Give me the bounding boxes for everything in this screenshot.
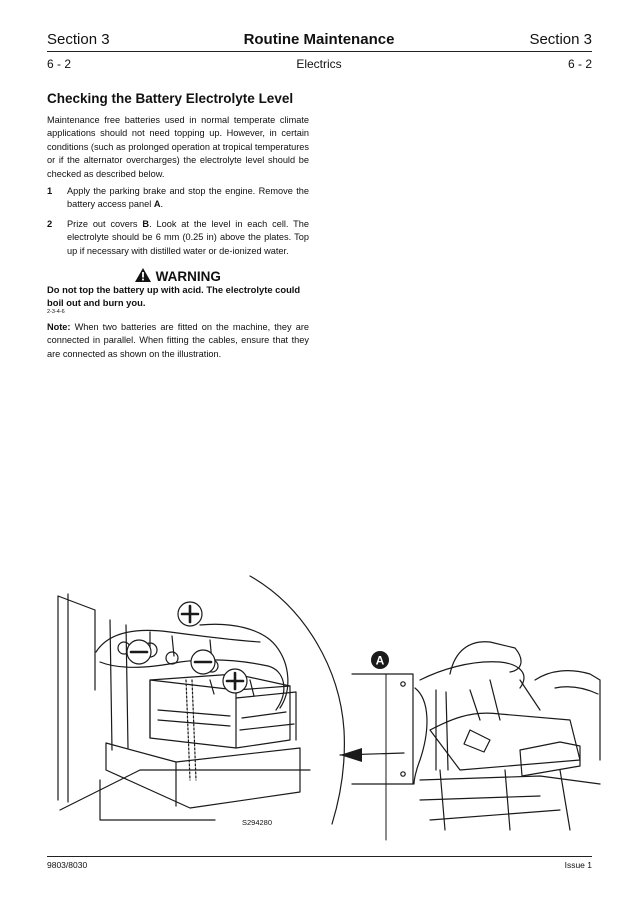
step-1-number: 1 xyxy=(47,185,53,196)
step-1-text xyxy=(67,185,309,212)
warning-title: WARNING xyxy=(155,269,221,284)
note-paragraph xyxy=(47,321,309,361)
section-heading: Checking the Battery Electrolyte Level xyxy=(47,91,294,106)
callout-a-label: A xyxy=(375,653,385,668)
note-label: Note: xyxy=(47,322,71,332)
intro-paragraph: Maintenance free batteries used in normal temperate climate applications should not need topping up. However, in certain conditions (such as prolonged operation at tropical temperatures or if the alternator overcharges) the electrolyte level should be checked as described below. xyxy=(47,115,309,179)
step-2-text-a: Prize out covers xyxy=(67,219,143,229)
header-page-left: 6 - 2 xyxy=(47,57,72,71)
battery-illustration xyxy=(0,570,638,850)
warning-code: 2-3-4-6 xyxy=(47,309,65,315)
header-rule xyxy=(47,51,592,52)
header-section-right: Section 3 xyxy=(529,31,592,48)
footer-rule xyxy=(47,856,592,857)
step-2-text xyxy=(67,218,309,258)
warning-triangle-icon xyxy=(135,268,151,282)
header-page-right: 6 - 2 xyxy=(567,57,592,71)
figure-reference: S294280 xyxy=(242,818,273,827)
note-text: When two batteries are fitted on the machine, they are connected in parallel. When fitting the cables, ensure that they are connected as shown on the illustration. xyxy=(47,322,309,359)
step-1-panel-ref: A xyxy=(153,199,161,210)
step-1-text-a: Apply the parking brake and stop the engine. Remove the battery access panel xyxy=(67,186,309,210)
header-title: Routine Maintenance xyxy=(243,31,395,48)
warning-text: Do not top the battery up with acid. The electrolyte could boil out and burn you. xyxy=(47,284,301,308)
footer-doc-number: 9803/8030 xyxy=(47,860,88,870)
step-1-text-b: . xyxy=(160,199,164,210)
header-section-left: Section 3 xyxy=(47,31,110,48)
step-2-cover-ref: B xyxy=(142,219,150,229)
header-subtitle: Electrics xyxy=(296,57,342,71)
step-2-number: 2 xyxy=(47,218,53,229)
step-2-text-b: . Look at the level in each cell. The electrolyte should be 6 mm (0.25 in) above the plates. Top up if necessary with distilled water or de-ionized water. xyxy=(67,219,310,256)
footer-issue: Issue 1 xyxy=(564,860,592,870)
